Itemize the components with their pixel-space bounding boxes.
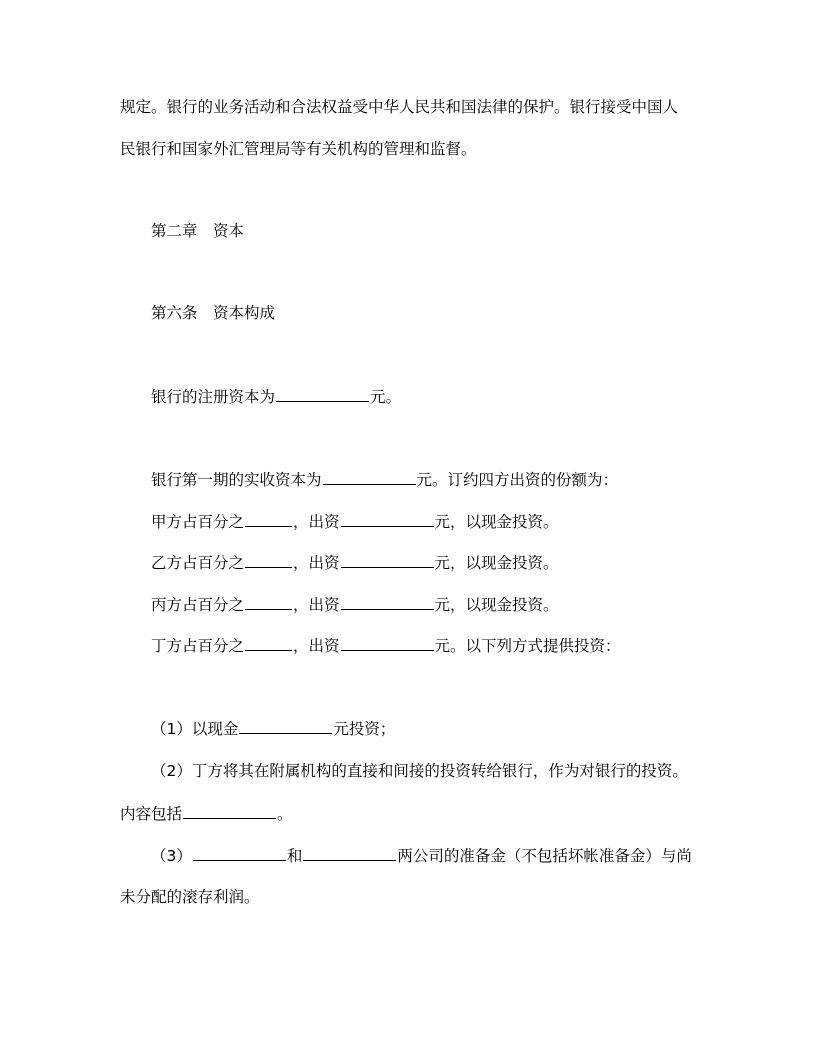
item-1-line: [151, 718, 395, 738]
party-d-suffix: 元。以下列方式提供投资：: [434, 637, 621, 655]
party-d-amount-blank[interactable]: [341, 635, 434, 651]
party-b-suffix: 元，以现金投资。: [434, 554, 559, 572]
party-d-middle: ，出资: [293, 637, 340, 655]
party-a-middle: ，出资: [293, 513, 340, 531]
party-a-percent-blank[interactable]: [245, 511, 292, 527]
item-2-suffix: 。: [277, 805, 293, 823]
party-a-suffix: 元，以现金投资。: [434, 513, 559, 531]
registered-capital-line: [151, 386, 401, 406]
intro-line-1: 规定。银行的业务活动和合法权益受中华人民共和国法律的保护。银行接受中国人: [120, 98, 679, 116]
item-1-prefix: （1）以现金: [151, 720, 239, 738]
party-b-middle: ，出资: [293, 554, 340, 572]
chapter-title: 第二章 资本: [151, 222, 245, 240]
paid-in-capital-line: [151, 469, 618, 489]
party-a-amount-blank[interactable]: [341, 511, 434, 527]
item-3-suffix: 两公司的准备金（不包括坏帐准备金）与尚: [397, 847, 692, 865]
party-c-prefix: 丙方占百分之: [151, 596, 245, 614]
paid-in-capital-prefix: 银行第一期的实收资本为: [151, 471, 322, 489]
party-c-percent-blank[interactable]: [245, 594, 292, 610]
item-1-suffix: 元投资；: [333, 720, 396, 738]
party-b-line: [151, 552, 559, 572]
item-2-line-1: （2）丁方将其在附属机构的直接和间接的投资转给银行，作为对银行的投资。: [151, 762, 688, 780]
party-a-line: [151, 511, 559, 531]
party-d-percent-blank[interactable]: [245, 635, 292, 651]
paid-in-capital-suffix: 元。订约四方出资的份额为：: [416, 471, 619, 489]
party-c-line: [151, 594, 559, 614]
party-c-amount-blank[interactable]: [341, 594, 434, 610]
party-c-middle: ，出资: [293, 596, 340, 614]
item-3-prefix: （3）: [151, 847, 192, 865]
party-b-amount-blank[interactable]: [341, 552, 434, 568]
item-2-line-2: [120, 803, 293, 823]
item-3-company-2-blank[interactable]: [303, 845, 396, 861]
party-d-prefix: 丁方占百分之: [151, 637, 245, 655]
party-d-line: [151, 635, 621, 655]
intro-line-2: 民银行和国家外汇管理局等有关机构的管理和监督。: [120, 140, 477, 158]
item-3-middle: 和: [286, 847, 303, 865]
item-2-prefix: 内容包括: [120, 805, 183, 823]
item-1-cash-blank[interactable]: [239, 718, 332, 734]
registered-capital-suffix: 元。: [370, 388, 402, 406]
item-3-line-2: 未分配的滚存利润。: [120, 888, 260, 906]
item-2-contents-blank[interactable]: [183, 803, 276, 819]
party-b-percent-blank[interactable]: [245, 552, 292, 568]
item-3-company-1-blank[interactable]: [193, 845, 286, 861]
article-title: 第六条 资本构成: [151, 304, 276, 322]
party-c-suffix: 元，以现金投资。: [434, 596, 559, 614]
party-b-prefix: 乙方占百分之: [151, 554, 245, 572]
party-a-prefix: 甲方占百分之: [151, 513, 245, 531]
item-3-line-1: [151, 845, 692, 865]
registered-capital-blank[interactable]: [276, 386, 369, 402]
paid-in-capital-blank[interactable]: [323, 469, 416, 485]
registered-capital-prefix: 银行的注册资本为: [151, 388, 276, 406]
